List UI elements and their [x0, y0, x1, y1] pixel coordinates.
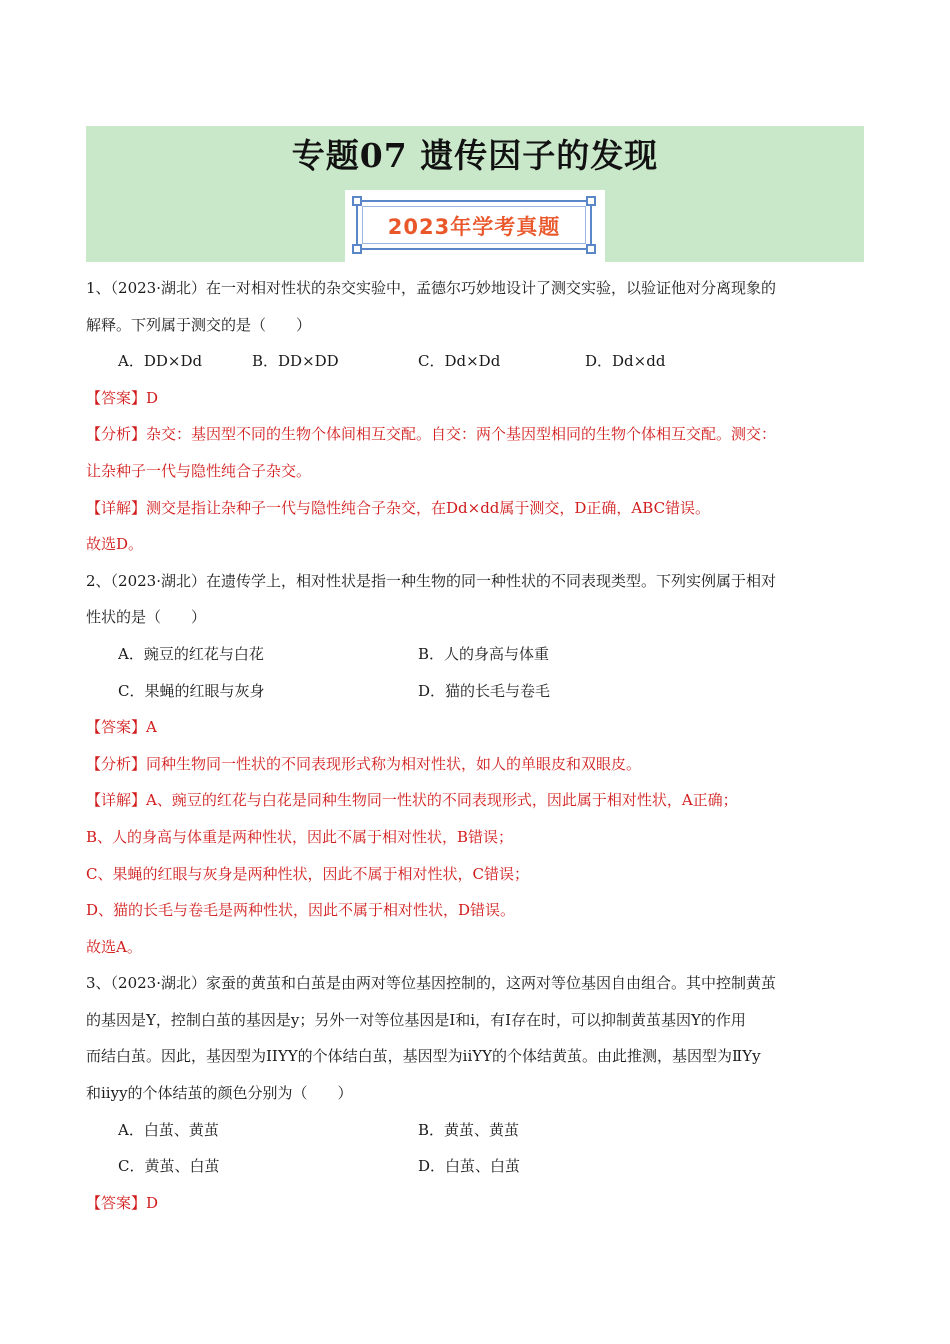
options-row [86, 636, 866, 673]
option-b: B．人的身高与体重 [418, 644, 550, 663]
option-b: B．DD×DD [252, 352, 339, 371]
badge-label: 2023年学考真题 [387, 215, 561, 239]
answer: 【答案】A [86, 718, 157, 737]
option-a: A．豌豆的红花与白花 [118, 644, 264, 663]
detail: D、猫的长毛与卷毛是两种性状，因此不属于相对性状，D错误。 [86, 901, 516, 920]
analysis: 让杂种子一代与隐性纯合子杂交。 [86, 461, 312, 480]
options-row [86, 1112, 866, 1149]
question-stem: 2、（2023·湖北）在遗传学上，相对性状是指一种生物的同一种性状的不同表现类型。下列实例属于相对 [86, 571, 776, 590]
options-row [86, 1148, 866, 1185]
option-a: A．DD×Dd [118, 352, 203, 371]
question-1 [86, 270, 866, 563]
page-title: 专题07 遗传因子的发现 [291, 136, 659, 175]
analysis: 【分析】同种生物同一性状的不同表现形式称为相对性状，如人的单眼皮和双眼皮。 [86, 754, 642, 773]
question-3 [86, 965, 866, 1221]
question-stem: 解释。下列属于测交的是（ ） [86, 315, 312, 334]
conclusion: 故选D。 [86, 535, 144, 554]
answer: 【答案】D [86, 388, 159, 407]
option-d: D．Dd×dd [585, 352, 666, 371]
option-c: C．Dd×Dd [418, 352, 501, 371]
question-stem: 性状的是（ ） [86, 608, 207, 627]
detail: 【详解】A、豌豆的红花与白花是同种生物同一性状的不同表现形式，因此属于相对性状，A正确； [86, 791, 738, 810]
question-stem: 而结白茧。因此，基因型为IIYY的个体结白茧，基因型为iiYY的个体结黄茧。由此推测，基因型为ⅡYy [86, 1047, 761, 1066]
options-row [86, 343, 866, 380]
detail: B、人的身高与体重是两种性状，因此不属于相对性状，B错误； [86, 827, 514, 846]
conclusion: 故选A。 [86, 937, 142, 956]
question-stem: 3、（2023·湖北）家蚕的黄茧和白茧是由两对等位基因控制的，这两对等位基因自由组合。其中控制黄茧 [86, 974, 776, 993]
question-stem: 和iiyy的个体结茧的颜色分别为（ ） [86, 1084, 353, 1103]
option-a: A．白茧、黄茧 [118, 1120, 219, 1139]
option-c: C．黄茧、白茧 [118, 1157, 220, 1176]
detail: C、果蝇的红眼与灰身是两种性状，因此不属于相对性状，C错误； [86, 864, 529, 883]
question-stem: 1、（2023·湖北）在一对相对性状的杂交实验中，孟德尔巧妙地设计了测交实验，以验证他对分离现象的 [86, 279, 776, 297]
answer: 【答案】D [86, 1193, 159, 1212]
question-2 [86, 563, 866, 966]
badge-frame [356, 200, 592, 250]
analysis: 【分析】杂交：基因型不同的生物个体间相互交配。自交：两个基因型相同的生物个体相互交配。测交： [86, 425, 777, 444]
question-list [86, 270, 866, 1221]
options-row [86, 673, 866, 710]
title-banner [86, 126, 864, 262]
option-b: B．黄茧、黄茧 [418, 1120, 520, 1139]
option-d: D．白茧、白茧 [418, 1157, 521, 1176]
option-c: C．果蝇的红眼与灰身 [118, 681, 265, 700]
question-stem: 的基因是Y，控制白茧的基因是y；另外一对等位基因是Ⅰ和i，有Ⅰ存在时，可以抑制黄茧基因Y的作用 [86, 1010, 746, 1029]
detail: 【详解】测交是指让杂种子一代与隐性纯合子杂交，在Dd×dd属于测交，D正确，ABC错误。 [86, 498, 711, 517]
section-badge [345, 190, 605, 262]
option-d: D．猫的长毛与卷毛 [418, 681, 551, 700]
